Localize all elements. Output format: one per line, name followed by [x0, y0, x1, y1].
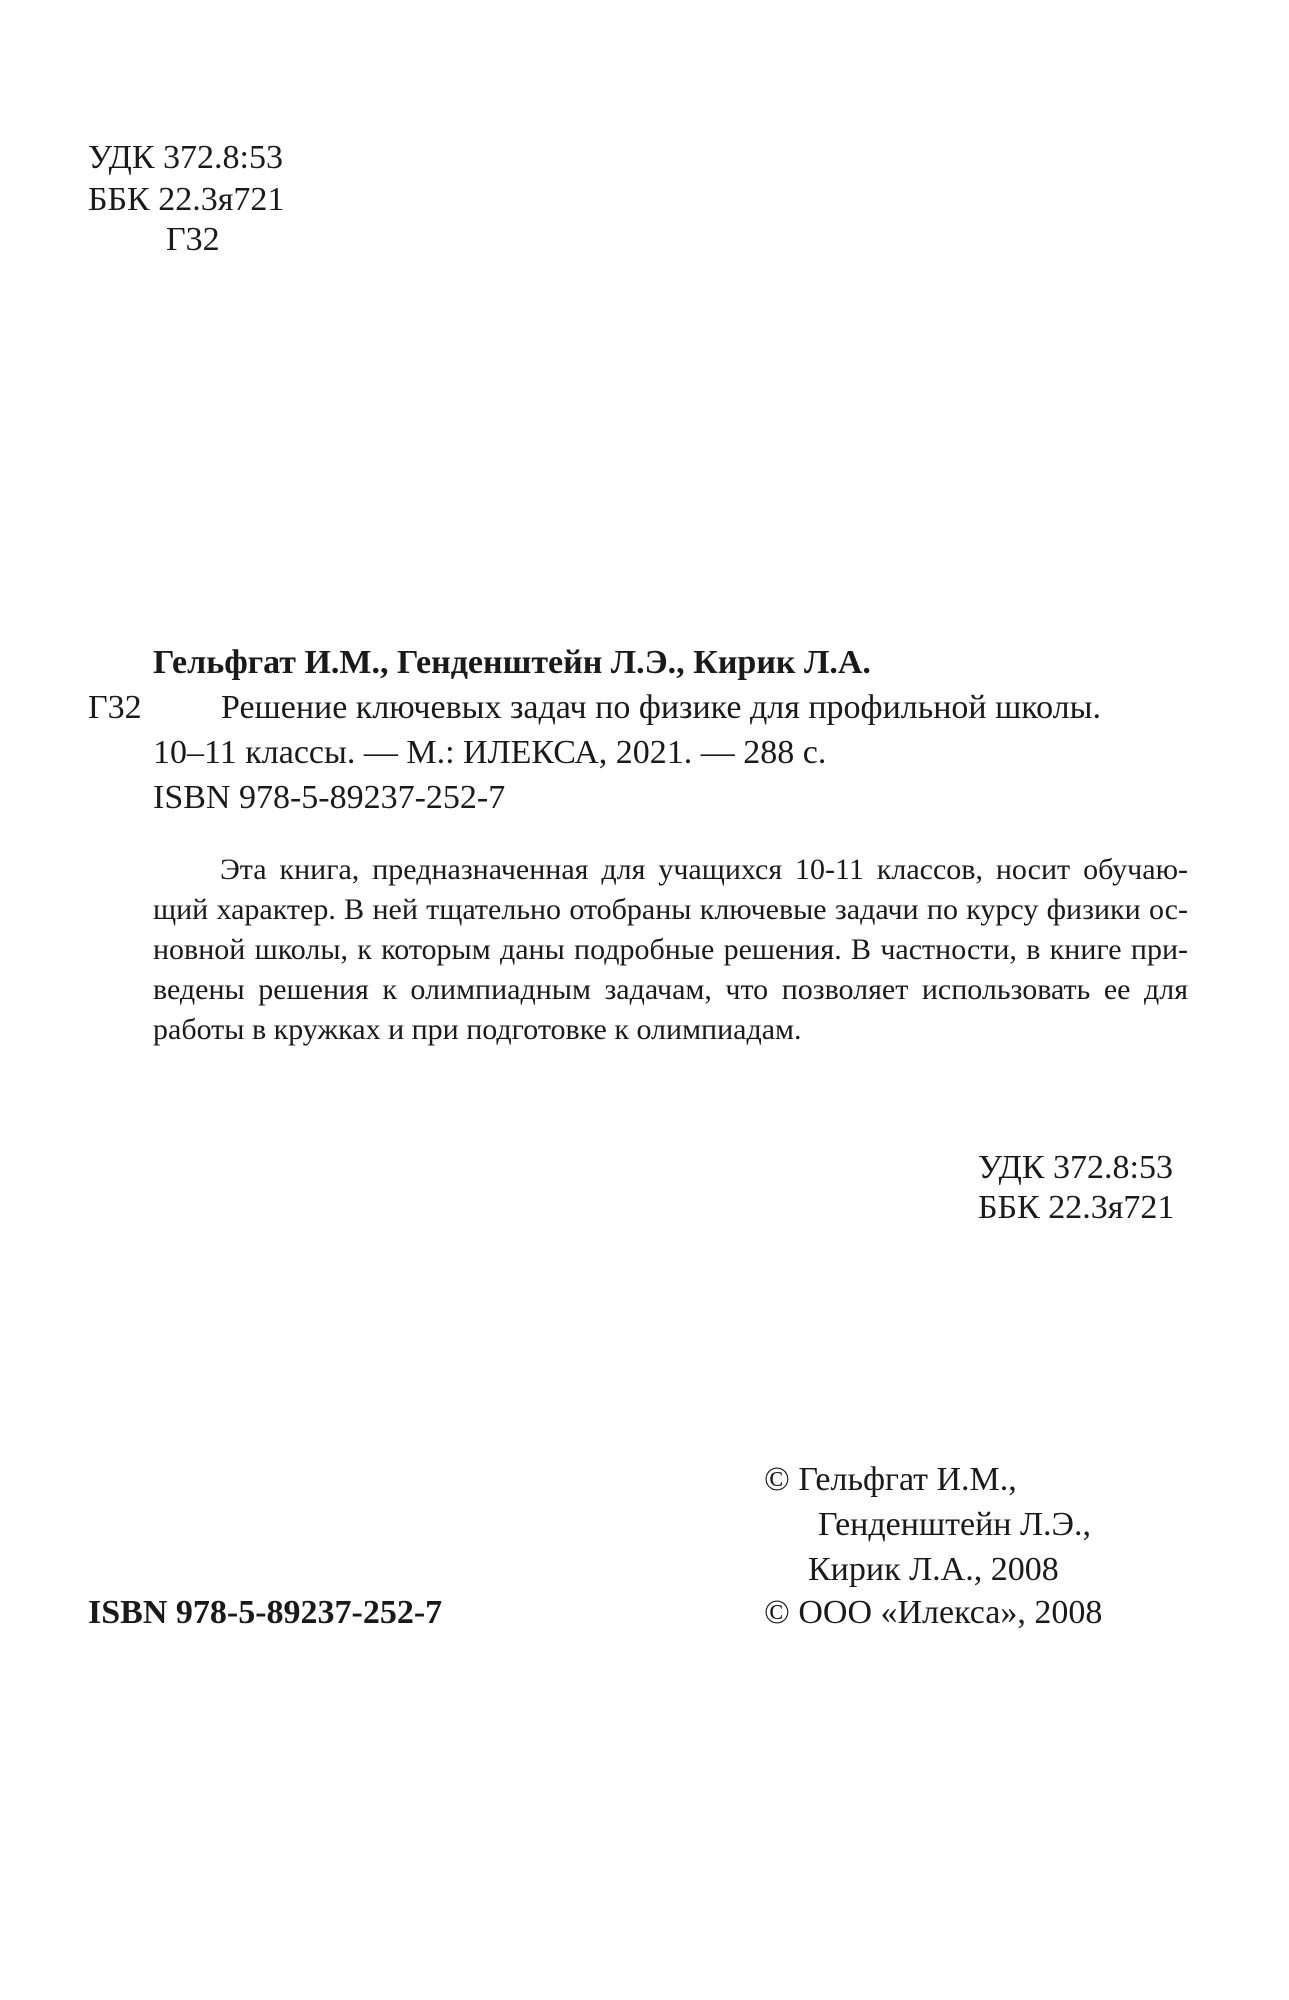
abstract-paragraph [153, 850, 1188, 1050]
abstract-line: Эта книга, предназначенная для учащихся 10-11 классов, носит обучаю- [220, 853, 1188, 886]
udk-code: УДК 372.8:53 [978, 1149, 1173, 1186]
top-author-mark: Г32 [166, 221, 220, 258]
copyright-line: Генденштейн Л.Э., [818, 1506, 1091, 1543]
footer-isbn: ISBN 978-5-89237-252-7 [88, 1594, 443, 1631]
copyright-line: © Гельфгат И.М., [764, 1461, 1017, 1498]
top-udk-code: УДК 372.8:53 [88, 139, 283, 176]
bbk-code: ББК 22.3я721 [978, 1189, 1175, 1226]
abstract-line: щий характер. В ней тщательно отобраны ключевые задачи по курсу физики ос- [153, 893, 1188, 926]
authors-line: Гельфгат И.М., Генденштейн Л.Э., Кирик Л.А. [153, 644, 871, 681]
top-bbk-code: ББК 22.3я721 [88, 181, 285, 218]
abstract-line: новной школы, к которым даны подробные решения. В частности, в книге при- [153, 933, 1188, 966]
abstract-line: ведены решения к олимпиадным задачам, что позволяет использовать ее для [153, 973, 1188, 1006]
copyright-line: Кирик Л.А., 2008 [808, 1551, 1059, 1588]
book-title-line: Решение ключевых задач по физике для профильной школы. [221, 689, 1101, 726]
imprint-line: 10–11 классы. — М.: ИЛЕКСА, 2021. — 288 с. [153, 734, 827, 771]
copyright-line: © ООО «Илекса», 2008 [764, 1594, 1103, 1631]
abstract-line: работы в кружках и при подготовке к олимпиадам. [153, 1013, 802, 1046]
record-isbn: ISBN 978-5-89237-252-7 [153, 779, 506, 816]
record-author-mark: Г32 [88, 689, 142, 726]
